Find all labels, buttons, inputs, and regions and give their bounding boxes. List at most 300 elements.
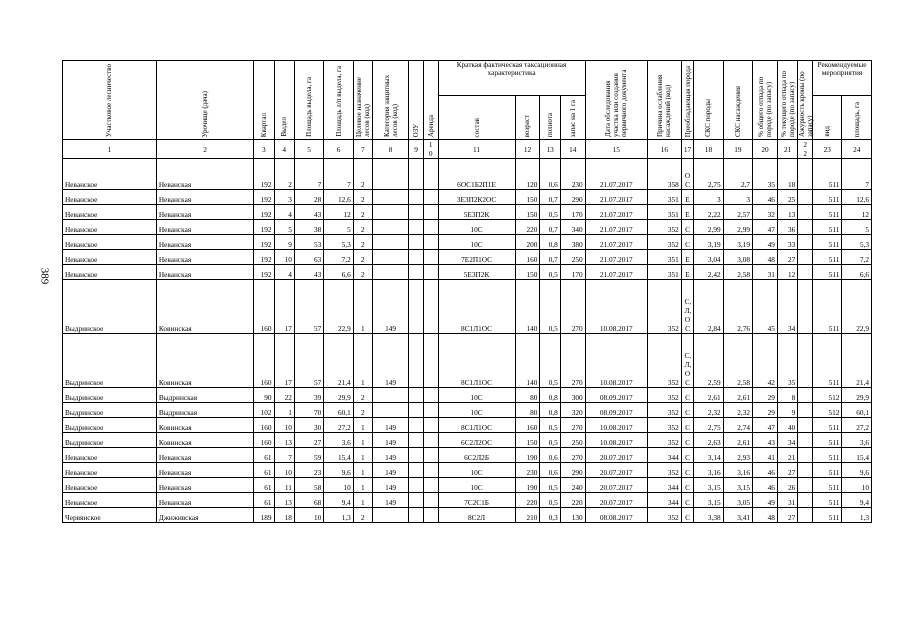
table-cell: 352 — [647, 334, 681, 388]
table-cell: 3,08 — [723, 250, 752, 265]
table-cell: Выдринское — [63, 388, 157, 403]
table-cell — [409, 478, 424, 493]
table-cell: 210 — [515, 508, 540, 523]
table-cell: Выдринское — [63, 418, 157, 433]
table-cell: 149 — [372, 334, 408, 388]
table-cell: 21.07.2017 — [585, 190, 647, 205]
table-cell: 2,42 — [694, 265, 723, 280]
table-cell: 9,4 — [842, 493, 872, 508]
table-cell: 35 — [753, 159, 778, 190]
column-number: 21 — [777, 140, 797, 159]
table-cell: 3,19 — [694, 235, 723, 250]
table-cell — [798, 478, 813, 493]
table-cell: 140 — [515, 280, 540, 334]
table-cell — [372, 508, 408, 523]
table-cell: С — [681, 235, 693, 250]
table-cell: 21.07.2017 — [585, 265, 647, 280]
table-cell: 61 — [254, 448, 274, 463]
table-cell: С — [681, 448, 693, 463]
table-cell: 3,19 — [723, 235, 752, 250]
table-cell: 10 — [842, 478, 872, 493]
table-cell: 27 — [777, 508, 797, 523]
header-cell: ОЗУ — [412, 123, 421, 137]
table-cell: 511 — [813, 433, 842, 448]
table-cell: 5 — [274, 220, 294, 235]
table-row — [63, 403, 872, 418]
table-cell: 48 — [753, 250, 778, 265]
table-cell: 61 — [254, 478, 274, 493]
table-cell: 320 — [560, 403, 585, 418]
table-cell: 160 — [254, 433, 274, 448]
table-cell: 3 — [694, 190, 723, 205]
column-number: 22 — [798, 140, 813, 159]
table-cell: 46 — [753, 190, 778, 205]
table-cell: 22,9 — [324, 280, 353, 334]
table-cell: 2,61 — [694, 388, 723, 403]
table-cell: 352 — [647, 418, 681, 433]
table-cell: 48 — [753, 508, 778, 523]
table-cell: 12,6 — [324, 190, 353, 205]
table-cell: 46 — [753, 478, 778, 493]
table-row — [63, 334, 872, 388]
table-cell: 170 — [560, 265, 585, 280]
table-cell — [423, 463, 438, 478]
table-cell: 29,9 — [842, 388, 872, 403]
table-cell — [409, 220, 424, 235]
table-cell — [423, 508, 438, 523]
table-cell: 511 — [813, 159, 842, 190]
table-cell: 0,8 — [540, 403, 560, 418]
table-cell: 270 — [560, 418, 585, 433]
table-cell: 20.07.2017 — [585, 448, 647, 463]
table-cell — [423, 448, 438, 463]
table-cell: 149 — [372, 433, 408, 448]
table-cell: 511 — [813, 280, 842, 334]
header-cell: Площадь выдела, га — [305, 77, 314, 137]
table-cell: 29 — [753, 388, 778, 403]
table-cell: 40 — [777, 418, 797, 433]
column-number: 1 — [63, 140, 157, 159]
table-cell: 80 — [515, 388, 540, 403]
table-cell — [798, 433, 813, 448]
table-cell: 2,75 — [694, 418, 723, 433]
table-cell: 0,3 — [540, 508, 560, 523]
table-cell: 200 — [515, 235, 540, 250]
table-cell: 3,6 — [842, 433, 872, 448]
table-cell: 270 — [560, 448, 585, 463]
table-cell: 352 — [647, 280, 681, 334]
table-cell: Выдринская — [156, 403, 253, 418]
table-cell: 8 — [777, 388, 797, 403]
table-cell: 344 — [647, 493, 681, 508]
table-cell: 25 — [777, 190, 797, 205]
table-cell: 2 — [353, 508, 372, 523]
table-cell: Е — [681, 190, 693, 205]
header-cell: Выдел — [280, 117, 289, 137]
table-cell: 0,8 — [540, 235, 560, 250]
table-cell: 192 — [254, 235, 274, 250]
table-cell: 2 — [353, 220, 372, 235]
table-cell — [372, 265, 408, 280]
table-cell: 192 — [254, 250, 274, 265]
table-cell: 10 — [274, 463, 294, 478]
table-cell: 512 — [813, 403, 842, 418]
table-cell: 21.07.2017 — [585, 159, 647, 190]
table-cell: 192 — [254, 190, 274, 205]
table-cell: 1 — [353, 448, 372, 463]
table-cell: Выдринское — [63, 280, 157, 334]
table-cell: Неванская — [156, 205, 253, 220]
table-cell: 08.09.2017 — [585, 388, 647, 403]
table-cell: Неванская — [156, 190, 253, 205]
table-cell: 230 — [515, 463, 540, 478]
table-cell — [798, 493, 813, 508]
table-cell — [409, 433, 424, 448]
table-cell: 1 — [353, 493, 372, 508]
table-cell: 31 — [753, 265, 778, 280]
table-cell: 2 — [353, 159, 372, 190]
table-cell — [409, 334, 424, 388]
table-row — [63, 508, 872, 523]
table-cell: 150 — [515, 433, 540, 448]
table-cell: 21.07.2017 — [585, 235, 647, 250]
table-row — [63, 265, 872, 280]
table-row — [63, 478, 872, 493]
table-cell: Неванская — [156, 159, 253, 190]
table-cell: 43 — [294, 265, 323, 280]
table-cell: 15,4 — [842, 448, 872, 463]
table-cell: С — [681, 478, 693, 493]
table-cell: 344 — [647, 448, 681, 463]
table-cell: 5 — [842, 220, 872, 235]
table-cell: Неванское — [63, 478, 157, 493]
table-cell: 10.08.2017 — [585, 418, 647, 433]
table-cell — [798, 280, 813, 334]
table-cell: 0,5 — [540, 334, 560, 388]
table-cell: 511 — [813, 334, 842, 388]
table-cell: 2,7 — [723, 159, 752, 190]
table-cell: 49 — [753, 493, 778, 508]
table-cell: 4 — [274, 265, 294, 280]
table-cell: Выдринское — [63, 433, 157, 448]
table-cell: 43 — [753, 433, 778, 448]
table-cell: Неванская — [156, 463, 253, 478]
table-cell: 290 — [560, 463, 585, 478]
table-cell: 21.07.2017 — [585, 220, 647, 235]
table-cell: 1 — [353, 418, 372, 433]
table-cell: 3,05 — [723, 493, 752, 508]
table-cell: 511 — [813, 235, 842, 250]
column-number: 12 — [515, 140, 540, 159]
table-cell: 21.07.2017 — [585, 250, 647, 265]
column-number: 23 — [813, 140, 842, 159]
table-cell: 1 — [274, 403, 294, 418]
table-cell: 35 — [777, 334, 797, 388]
table-cell: 20.07.2017 — [585, 493, 647, 508]
table-cell: 29,9 — [324, 388, 353, 403]
table-cell: 2,59 — [694, 334, 723, 388]
table-cell — [423, 235, 438, 250]
table-cell: 511 — [813, 205, 842, 220]
table-cell: 9,6 — [842, 463, 872, 478]
table-cell: 10 — [294, 508, 323, 523]
table-cell — [798, 403, 813, 418]
table-cell: 511 — [813, 265, 842, 280]
table-cell: 102 — [254, 403, 274, 418]
table-cell — [423, 159, 438, 190]
table-cell: 380 — [560, 235, 585, 250]
table-cell — [409, 448, 424, 463]
table-cell: 47 — [753, 220, 778, 235]
table-cell: 511 — [813, 508, 842, 523]
table-row — [63, 190, 872, 205]
table-cell: 0,5 — [540, 493, 560, 508]
header-cell: СКС породы — [704, 99, 713, 137]
column-number: 6 — [324, 140, 353, 159]
header-cell: Урочище (дача) — [201, 90, 210, 137]
table-cell: 27 — [777, 250, 797, 265]
table-cell: 1 — [353, 433, 372, 448]
table-cell: 7 — [274, 448, 294, 463]
table-cell: 30 — [294, 418, 323, 433]
table-cell: 511 — [813, 220, 842, 235]
table-cell: 10С — [438, 478, 515, 493]
table-cell: 22,9 — [842, 280, 872, 334]
table-cell — [372, 388, 408, 403]
table-cell — [798, 463, 813, 478]
table-cell: 12 — [777, 265, 797, 280]
table-cell: 351 — [647, 205, 681, 220]
table-cell: 0,8 — [540, 388, 560, 403]
forest-survey-table — [62, 60, 872, 523]
column-number: 5 — [294, 140, 323, 159]
table-cell — [798, 508, 813, 523]
table-cell — [423, 265, 438, 280]
table-cell: 3,04 — [694, 250, 723, 265]
column-number: 14 — [560, 140, 585, 159]
table-cell: 0,6 — [540, 463, 560, 478]
table-cell: 60,1 — [842, 403, 872, 418]
table-cell — [409, 508, 424, 523]
table-cell: 351 — [647, 250, 681, 265]
table-cell: 38 — [294, 220, 323, 235]
table-cell: 59 — [294, 448, 323, 463]
header-cell: Краткая фактическая таксационная характеристика — [456, 60, 567, 77]
table-cell: 3,16 — [723, 463, 752, 478]
table-cell: 61 — [254, 493, 274, 508]
table-cell: 2,57 — [723, 205, 752, 220]
table-cell: 7 — [842, 159, 872, 190]
table-cell: 10.08.2017 — [585, 433, 647, 448]
table-cell — [798, 334, 813, 388]
table-cell — [372, 403, 408, 418]
table-cell: 68 — [294, 493, 323, 508]
table-cell: 5,3 — [842, 235, 872, 250]
table-cell: 352 — [647, 220, 681, 235]
table-cell: 6ОС1Б2П1Е — [438, 159, 515, 190]
table-cell: 270 — [560, 280, 585, 334]
table-cell — [409, 388, 424, 403]
species-code: С,Л,ОС — [684, 297, 692, 333]
table-cell: 0,6 — [540, 159, 560, 190]
table-cell: 300 — [560, 388, 585, 403]
table-cell: Червянское — [63, 508, 157, 523]
species-code: ОС — [684, 171, 691, 189]
table-cell: 2,93 — [723, 448, 752, 463]
table-cell: 3,15 — [694, 493, 723, 508]
table-cell: 250 — [560, 250, 585, 265]
table-cell: Неванское — [63, 463, 157, 478]
table-cell: 63 — [294, 250, 323, 265]
table-cell — [798, 220, 813, 235]
header-cell: площадь, га — [852, 101, 861, 137]
table-cell: Выдринское — [63, 403, 157, 418]
table-cell: Выдринское — [63, 334, 157, 388]
table-cell: 2 — [353, 403, 372, 418]
column-number-row — [63, 140, 872, 159]
table-cell: 1 — [353, 334, 372, 388]
table-cell: С — [681, 388, 693, 403]
table-cell: 340 — [560, 220, 585, 235]
table-cell: 21,4 — [324, 334, 353, 388]
table-cell: 512 — [813, 388, 842, 403]
table-cell: С — [681, 508, 693, 523]
header-cell: запас на 1 га — [568, 99, 577, 137]
table-cell: 150 — [515, 205, 540, 220]
table-cell: Неванская — [156, 448, 253, 463]
table-row — [63, 159, 872, 190]
table-cell: 27,2 — [324, 418, 353, 433]
table-cell: 53 — [294, 235, 323, 250]
table-cell: 7Е2П1ОС — [438, 250, 515, 265]
table-cell: 0,6 — [540, 448, 560, 463]
table-cell: 0,5 — [540, 433, 560, 448]
table-cell: 3,38 — [694, 508, 723, 523]
table-cell: 10.08.2017 — [585, 334, 647, 388]
header-cell: вид — [823, 126, 832, 137]
table-cell — [409, 265, 424, 280]
table-cell: 2,75 — [694, 159, 723, 190]
table-row — [63, 235, 872, 250]
table-cell — [372, 205, 408, 220]
table-cell: 5 — [324, 220, 353, 235]
table-cell: Неванское — [63, 159, 157, 190]
table-cell: 26 — [777, 478, 797, 493]
table-cell: 2,61 — [723, 433, 752, 448]
table-cell — [798, 448, 813, 463]
table-cell: 47 — [753, 418, 778, 433]
header-cell: Ажурность кроны (по запасу) — [798, 71, 815, 137]
table-cell: 13 — [777, 205, 797, 220]
table-cell: 27 — [294, 433, 323, 448]
table-cell: 1 — [353, 478, 372, 493]
table-cell: 160 — [254, 280, 274, 334]
table-cell — [798, 205, 813, 220]
table-cell: 1,3 — [324, 508, 353, 523]
table-cell: 352 — [647, 508, 681, 523]
header-cell: Причина ослабления насаждений (код) — [656, 74, 673, 137]
table-cell: 192 — [254, 220, 274, 235]
table-cell: 192 — [254, 159, 274, 190]
table-cell: 2,58 — [723, 334, 752, 388]
table-row — [63, 220, 872, 235]
table-cell: 08.08.2017 — [585, 508, 647, 523]
table-cell: 2 — [353, 205, 372, 220]
table-cell: 192 — [254, 205, 274, 220]
table-cell: 4 — [274, 205, 294, 220]
table-cell — [681, 159, 693, 190]
header-cell: Площадь л/п выдела, га — [334, 66, 343, 137]
table-cell — [798, 235, 813, 250]
table-cell: 61 — [254, 463, 274, 478]
header-row — [63, 61, 872, 96]
table-cell — [409, 418, 424, 433]
table-cell: Неванская — [156, 265, 253, 280]
table-row — [63, 388, 872, 403]
table-cell: 5Е3П2К — [438, 205, 515, 220]
table-cell — [423, 220, 438, 235]
header-cell: Участковое лесничество — [105, 63, 114, 137]
table-cell — [372, 159, 408, 190]
table-cell: 149 — [372, 463, 408, 478]
table-cell: 43 — [294, 205, 323, 220]
table-cell — [423, 418, 438, 433]
table-cell — [372, 190, 408, 205]
table-cell: 2,32 — [723, 403, 752, 418]
table-cell: 57 — [294, 334, 323, 388]
table-cell: 130 — [560, 508, 585, 523]
table-cell: 10С — [438, 220, 515, 235]
table-cell: 3,41 — [723, 508, 752, 523]
table-cell: 352 — [647, 403, 681, 418]
table-cell: 36 — [777, 220, 797, 235]
table-cell: Ковинская — [156, 280, 253, 334]
table-cell: 192 — [254, 265, 274, 280]
table-cell: Неванское — [63, 493, 157, 508]
column-number: 4 — [274, 140, 294, 159]
table-cell — [409, 190, 424, 205]
table-cell: 3,14 — [694, 448, 723, 463]
table-cell: 10С — [438, 388, 515, 403]
table-cell: 190 — [515, 478, 540, 493]
table-cell — [681, 280, 693, 334]
table-row — [63, 205, 872, 220]
table-cell: 0,5 — [540, 205, 560, 220]
table-cell: 344 — [647, 478, 681, 493]
table-cell: 2 — [353, 388, 372, 403]
table-cell: Неванское — [63, 205, 157, 220]
table-cell: Ковинская — [156, 433, 253, 448]
table-cell: 9,4 — [324, 493, 353, 508]
table-cell: С — [681, 403, 693, 418]
table-cell: 0,5 — [540, 265, 560, 280]
table-cell — [423, 280, 438, 334]
header-cell: Преобладающая порода — [683, 65, 692, 137]
column-number: 7 — [353, 140, 372, 159]
table-cell: 511 — [813, 190, 842, 205]
table-cell: 5Е3П2К — [438, 265, 515, 280]
table-cell: 18 — [777, 159, 797, 190]
table-cell: 60,1 — [324, 403, 353, 418]
table-row — [63, 448, 872, 463]
table-cell: 2 — [274, 159, 294, 190]
table-cell: 511 — [813, 448, 842, 463]
table-cell — [409, 463, 424, 478]
table-cell: 511 — [813, 478, 842, 493]
table-cell: 7 — [324, 159, 353, 190]
species-code: С,Л,ОС — [684, 351, 692, 387]
table-cell: 270 — [560, 334, 585, 388]
